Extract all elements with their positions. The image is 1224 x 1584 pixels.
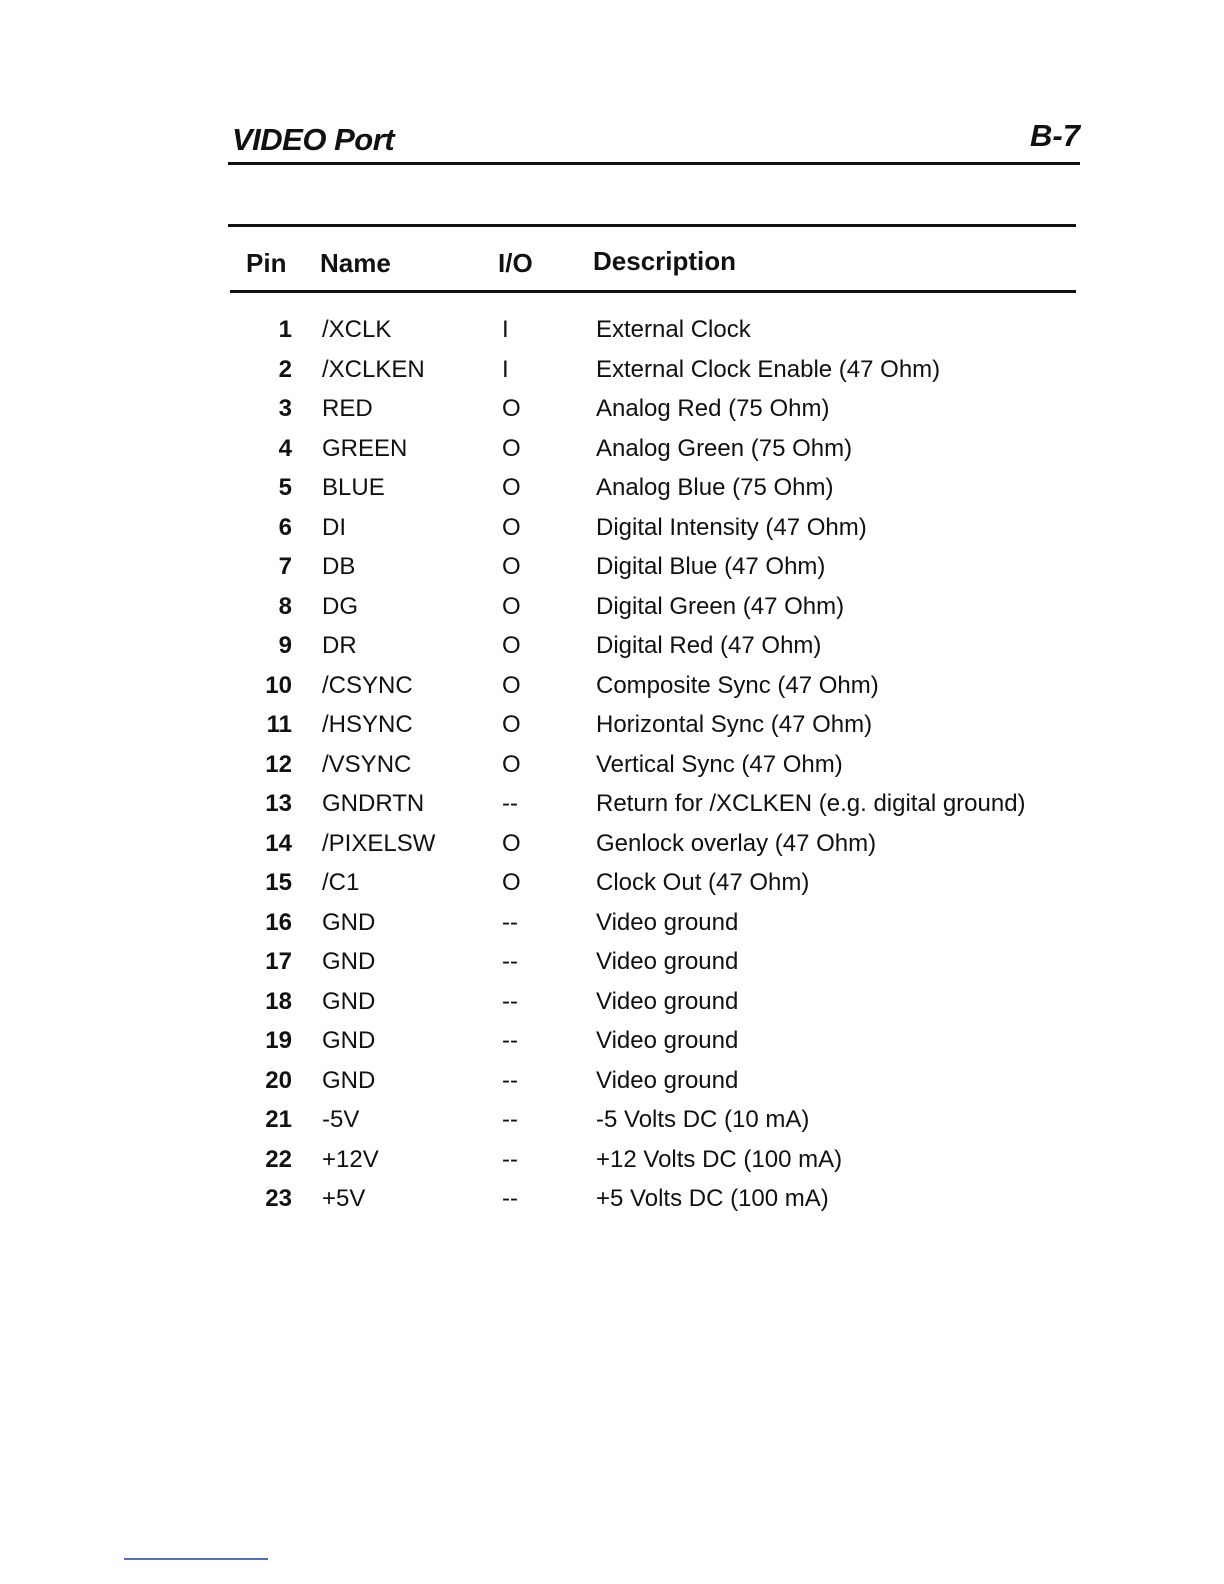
signal-name: -5V [322,1106,360,1133]
signal-name: /PIXELSW [322,829,436,857]
signal-name: /CSYNC [322,671,413,699]
signal-name: +12V [322,1145,379,1173]
io-direction: O [502,632,521,659]
pin-number: 12 [265,750,292,778]
table-row [230,905,1076,945]
signal-name: /VSYNC [322,750,412,778]
signal-description: Genlock overlay (47 Ohm) [596,829,877,857]
signal-description: Vertical Sync (47 Ohm) [596,750,843,778]
pin-number: 3 [278,395,292,422]
table-row [230,1181,1076,1221]
table-row [230,747,1076,787]
table-row [230,470,1076,510]
signal-name: DB [322,553,356,580]
signal-name: DI [322,513,346,541]
signal-description: Video ground [596,987,739,1015]
column-header-description: Description [593,246,737,276]
pin-number: 6 [278,513,292,541]
io-direction: -- [502,948,518,975]
io-direction: O [502,513,521,541]
signal-description: Return for /XCLKEN (e.g. digital ground) [596,790,1026,817]
pin-number: 5 [278,474,292,501]
signal-description: Composite Sync (47 Ohm) [596,671,879,699]
signal-name: GND [322,948,376,975]
signal-description: Video ground [596,908,739,936]
page-title: VIDEO Port [232,122,395,157]
pin-number: 14 [265,829,292,857]
signal-description: Digital Red (47 Ohm) [596,632,822,659]
signal-name: GNDRTN [322,790,425,817]
io-direction: O [502,869,521,896]
signal-description: Digital Intensity (47 Ohm) [596,513,867,541]
table-top-rule [228,224,1076,227]
io-direction: O [502,750,521,778]
io-direction: O [502,671,521,699]
column-header-name: Name [320,248,391,278]
io-direction: -- [502,790,518,817]
signal-description: Clock Out (47 Ohm) [596,869,810,896]
table-row [230,549,1076,589]
pin-number: 22 [265,1145,292,1173]
signal-name: +5V [322,1185,366,1212]
signal-name: GND [322,1066,376,1094]
column-header-pin: Pin [246,248,287,278]
signal-name: GND [322,1027,376,1054]
io-direction: O [502,434,521,462]
table-row [230,312,1076,352]
io-direction: I [502,316,509,343]
signal-name: /HSYNC [322,711,413,738]
signal-name: /XCLK [322,316,392,343]
pin-number: 19 [265,1027,292,1054]
table-row [230,352,1076,392]
signal-name: DG [322,592,358,620]
signal-description: -5 Volts DC (10 mA) [596,1106,810,1133]
pin-table-body [230,312,1076,1221]
footer-mark [124,1558,268,1560]
io-direction: O [502,395,521,422]
signal-name: BLUE [322,474,385,501]
pin-number: 15 [265,869,292,896]
table-row [230,510,1076,550]
pin-number: 18 [265,987,292,1015]
pin-number: 21 [265,1106,292,1133]
table-row [230,391,1076,431]
table-row [230,826,1076,866]
signal-name: /XCLKEN [322,355,425,383]
io-direction: -- [502,908,518,936]
column-header-io: I/O [498,248,533,278]
io-direction: -- [502,1027,518,1054]
signal-description: +5 Volts DC (100 mA) [596,1185,829,1212]
pin-number: 20 [265,1066,292,1094]
table-row [230,1102,1076,1142]
io-direction: -- [502,1185,518,1212]
pin-number: 8 [278,592,292,620]
table-row [230,786,1076,826]
pin-number: 10 [265,671,292,699]
table-row [230,707,1076,747]
table-row [230,865,1076,905]
io-direction: -- [502,1106,518,1133]
io-direction: O [502,553,521,580]
io-direction: -- [502,1145,518,1173]
signal-description: Analog Green (75 Ohm) [596,434,853,462]
signal-name: RED [322,395,373,422]
pin-number: 7 [278,553,292,580]
table-row [230,1142,1076,1182]
io-direction: O [502,592,521,620]
io-direction: -- [502,987,518,1015]
signal-description: +12 Volts DC (100 mA) [596,1145,843,1173]
page-header [228,118,1080,166]
table-row [230,628,1076,668]
pin-number: 13 [265,790,292,817]
pin-number: 9 [278,632,292,659]
signal-description: Video ground [596,1066,739,1094]
signal-description: Analog Red (75 Ohm) [596,395,830,422]
pin-number: 23 [265,1185,292,1212]
table-row [230,1063,1076,1103]
signal-description: External Clock Enable (47 Ohm) [596,355,941,383]
signal-description: Video ground [596,948,739,975]
signal-description: Digital Blue (47 Ohm) [596,553,826,580]
table-row [230,431,1076,471]
page-number: B-7 [1030,118,1080,153]
table-row [230,1023,1076,1063]
signal-description: Video ground [596,1027,739,1054]
pin-number: 16 [265,908,292,936]
pin-number: 17 [265,948,292,975]
signal-description: Analog Blue (75 Ohm) [596,474,834,501]
signal-description: Horizontal Sync (47 Ohm) [596,711,873,738]
header-rule [228,162,1080,165]
pin-number: 11 [266,711,292,738]
pin-number: 2 [278,355,292,383]
signal-name: GND [322,987,376,1015]
signal-name: /C1 [322,869,360,896]
table-row [230,589,1076,629]
table-row [230,668,1076,708]
signal-description: External Clock [596,316,751,343]
table-row [230,984,1076,1024]
signal-description: Digital Green (47 Ohm) [596,592,845,620]
io-direction: I [502,355,509,383]
signal-name: GND [322,908,376,936]
signal-name: GREEN [322,434,408,462]
io-direction: O [502,474,521,501]
pin-number: 1 [278,316,292,343]
io-direction: O [502,711,521,738]
io-direction: -- [502,1066,518,1094]
table-row [230,944,1076,984]
io-direction: O [502,829,521,857]
pin-number: 4 [278,434,292,462]
table-header-rule [230,290,1076,293]
signal-name: DR [322,632,357,659]
